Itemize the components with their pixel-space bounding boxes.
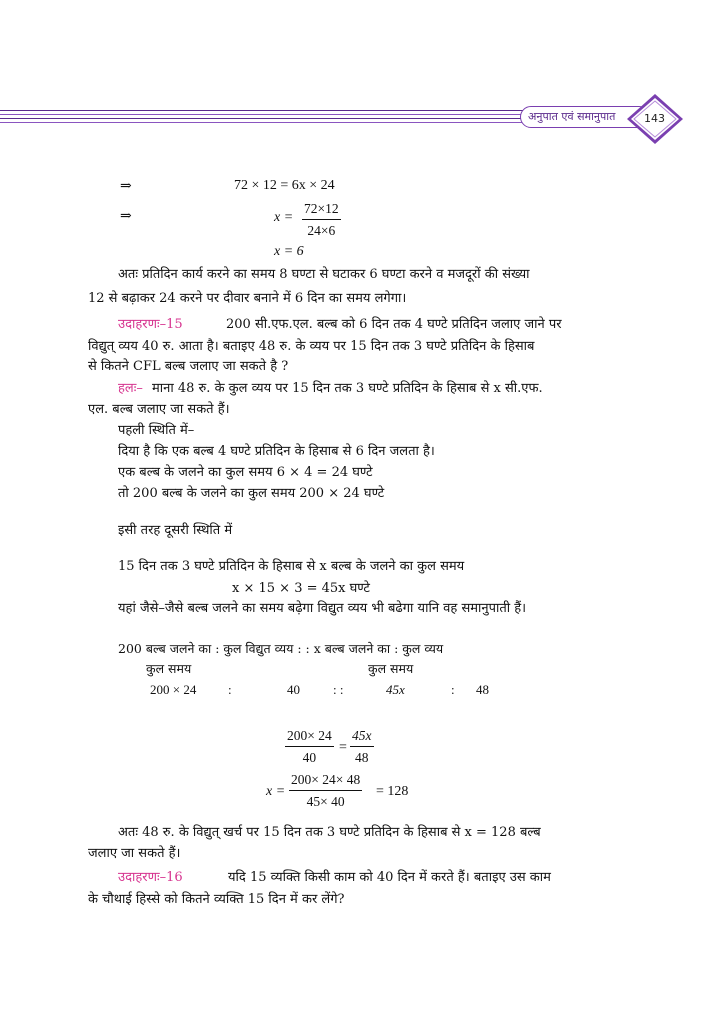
value-45x: 45x (386, 682, 405, 697)
solution-label: हलः– (118, 381, 143, 396)
colon-1: : (228, 682, 232, 697)
conclusion-1-line-2: 12 से बढ़ाकर 24 करने पर दीवार बनाने में 6 दिन का समय लगेगा। (88, 291, 407, 306)
example-15-line-1: 200 सी.एफ.एल. बल्ब को 6 दिन तक 4 घण्टे प्रतिदिन जलाए जाने पर (226, 317, 562, 332)
first-case-heading: पहली स्थिति में– (118, 423, 195, 438)
fraction-45x-over-48: $\frac{45x}{48}$ (352, 728, 372, 765)
solution-line-2: एल. बल्ब जलाए जा सकते हैं। (88, 402, 230, 417)
conclusion-1-line-1: अतः प्रतिदिन कार्य करने का समय 8 घण्टा से घटाकर 6 घण्टा करने व मजदूरों की संख्या (118, 267, 530, 282)
conclusion-2-line-2: जलाए जा सकते हैं। (88, 846, 181, 861)
example-15-line-2: विद्युत् व्यय 40 रु. आता है। बताइए 48 रु. के व्यय पर 15 दिन तक 3 घण्टे प्रतिदिन के हिसाब (88, 339, 535, 354)
example-16-line-1: यदि 15 व्यक्ति किसी काम को 40 दिन में करते हैं। बताइए उस काम (228, 870, 551, 885)
fifteen-days-line: 15 दिन तक 3 घण्टे प्रतिदिन के हिसाब से x बल्ब के जलने का कुल समय (118, 559, 465, 574)
fraction-200x24x48-over-45x40: $\frac{200\times 24\times 48}{45\times 40}$ (291, 772, 361, 809)
value-48: 48 (476, 682, 489, 697)
equation-2-lhs: x = (274, 210, 294, 225)
equation-3: x = 6 (274, 244, 304, 259)
example-15-label: उदाहरणः–15 (118, 317, 183, 332)
proportion-row-1: 200 बल्ब जलने का : कुल विद्युत व्यय : : x बल्ब जलने का : कुल व्यय (118, 641, 444, 656)
solution-line-1: माना 48 रु. के कुल व्यय पर 15 दिन तक 3 घण्टे प्रतिदिन के हिसाब से x सी.एफ. (152, 381, 543, 396)
conclusion-2-line-1: अतः 48 रु. के विद्युत् खर्च पर 15 दिन तक 3 घण्टे प्रतिदिन के हिसाब से x = 128 बल्ब (118, 825, 541, 840)
equation-1: 72 × 12 = 6x × 24 (234, 178, 335, 193)
total-time-label-2: कुल समय (368, 661, 414, 676)
chapter-title: अनुपात एवं समानुपात (528, 110, 616, 123)
implies-arrow-2: ⇒ (120, 209, 132, 224)
given-statement: दिया है कि एक बल्ब 4 घण्टे प्रतिदिन के हिसाब से 6 दिन जलता है। (118, 444, 435, 459)
double-colon: : : (333, 682, 344, 697)
second-case-heading: इसी तरह दूसरी स्थिति में (118, 523, 233, 538)
equals-sign: = (339, 740, 347, 755)
implies-arrow-1: ⇒ (120, 179, 132, 194)
example-16-line-2: के चौथाई हिस्से को कितने व्यक्ति 15 दिन में कर लेंगे? (88, 892, 345, 907)
expression-45x: x × 15 × 3 = 45x घण्टे (232, 581, 370, 596)
total-time-label-1: कुल समय (146, 661, 192, 676)
x-equals: x = (266, 784, 286, 799)
fraction-200x24-over-40: $\frac{200\times 24}{40}$ (287, 728, 332, 765)
value-200x24: 200 × 24 (150, 682, 197, 697)
fraction-72x12-over-24x6: $\frac{72\times 12}{24\times 6}$ (304, 201, 339, 238)
example-16-label: उदाहरणः–16 (118, 870, 183, 885)
example-15-line-3: से कितने CFL बल्ब जलाए जा सकते है ? (88, 359, 289, 374)
result-128: = 128 (376, 784, 409, 799)
value-40: 40 (287, 682, 300, 697)
colon-3: : (451, 682, 455, 697)
proportional-statement: यहां जैसे–जैसे बल्ब जलने का समय बढ़ेगा विद्युत व्यय भी बढेगा यानि वह समानुपाती हैं। (118, 601, 527, 616)
one-bulb-total-time: एक बल्ब के जलने का कुल समय 6 × 4 = 24 घण्टे (118, 465, 373, 480)
page-number: 143 (644, 112, 665, 125)
bulbs-200-total-time: तो 200 बल्ब के जलने का कुल समय 200 × 24 घण्टे (118, 486, 385, 501)
